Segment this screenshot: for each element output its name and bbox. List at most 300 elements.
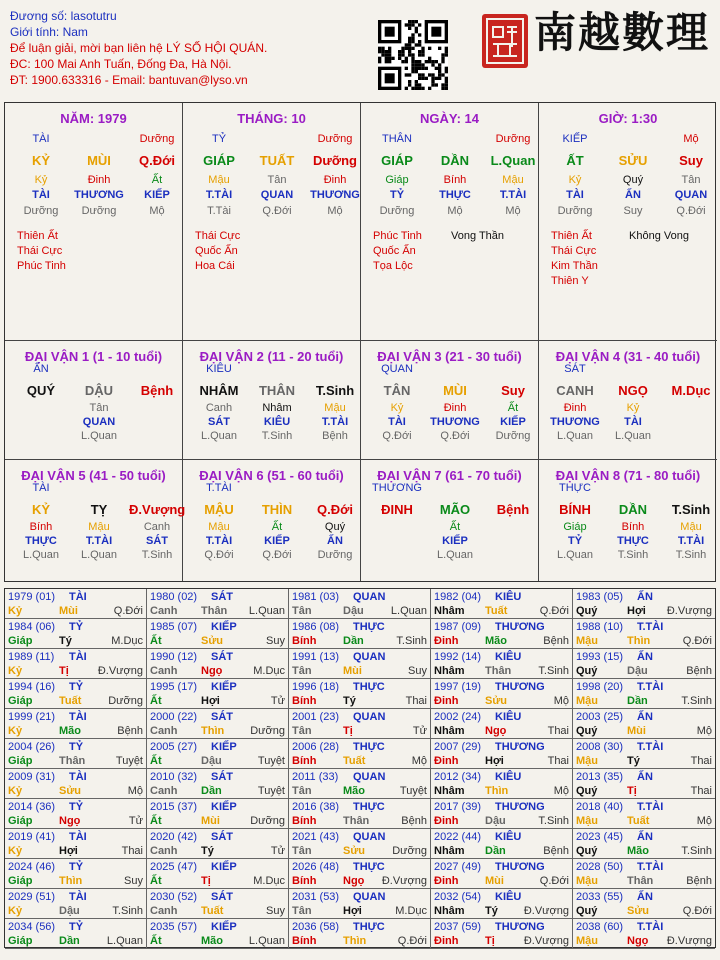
phase: Đ.Vượng bbox=[523, 905, 569, 917]
cell-title: ĐẠI VẬN 6 (51 - 60 tuổi) bbox=[199, 468, 344, 483]
daivan-cell[interactable] bbox=[5, 341, 183, 460]
thap-than: T.TÀI bbox=[637, 681, 664, 693]
thap-than: ẤN bbox=[637, 591, 653, 603]
cell-title: ĐẠI VẬN 1 (1 - 10 tuổi) bbox=[24, 349, 163, 364]
cell-r3-1: Ất bbox=[271, 521, 283, 533]
phase: L.Quan bbox=[106, 935, 143, 947]
year-cell[interactable] bbox=[147, 889, 289, 919]
year-label: 1987 (09) bbox=[434, 621, 482, 633]
branch: Mùi bbox=[485, 875, 504, 887]
year-cell[interactable] bbox=[573, 619, 715, 649]
thap-than: KIÊU bbox=[495, 711, 522, 723]
year-cell[interactable] bbox=[431, 919, 573, 949]
cell-r2-0: ĐINH bbox=[381, 502, 413, 517]
phase: Mộ bbox=[553, 785, 569, 797]
owner-label: Đương số: bbox=[10, 9, 68, 23]
cell-r2-1: MÃO bbox=[439, 502, 471, 517]
year-label: 2003 (25) bbox=[576, 711, 624, 723]
year-cell[interactable] bbox=[431, 829, 573, 859]
year-label: 1999 (21) bbox=[8, 711, 56, 723]
star-item: Vong Thần bbox=[451, 230, 505, 242]
year-cell[interactable] bbox=[573, 769, 715, 799]
thap-than: SÁT bbox=[211, 651, 233, 663]
year-label: 2014 (36) bbox=[8, 801, 56, 813]
stem: Quý bbox=[576, 725, 598, 737]
year-label: 2018 (40) bbox=[576, 801, 624, 813]
cell-title: ĐẠI VẬN 2 (11 - 20 tuổi) bbox=[199, 349, 344, 364]
thap-than: SÁT bbox=[211, 891, 233, 903]
year-cell[interactable] bbox=[147, 619, 289, 649]
cell-r4-1: ẤN bbox=[625, 189, 641, 201]
year-cell[interactable] bbox=[289, 649, 431, 679]
cell-r3-1: Bính bbox=[443, 174, 467, 186]
thap-than: KIẾP bbox=[211, 741, 237, 753]
year-cell[interactable] bbox=[289, 679, 431, 709]
phase: L.Quan bbox=[248, 605, 285, 617]
cell-r3-2: Mậu bbox=[502, 174, 524, 186]
cell-r3-0: Mậu bbox=[208, 174, 230, 186]
cell-r2-0: TÂN bbox=[383, 383, 411, 398]
thap-than: KIẾP bbox=[211, 801, 237, 813]
year-cell[interactable] bbox=[5, 709, 147, 739]
stem: Bính bbox=[292, 875, 317, 887]
phase: Dưỡng bbox=[392, 845, 427, 857]
stem: Giáp bbox=[8, 635, 33, 647]
phase: Mộ bbox=[411, 755, 427, 767]
stem: Mậu bbox=[576, 815, 598, 827]
cell-r2-2: T.Sinh bbox=[671, 502, 711, 517]
stem: Quý bbox=[576, 905, 598, 917]
cell-r4-2: KIẾP bbox=[500, 416, 526, 428]
branch: Thìn bbox=[343, 935, 367, 947]
branch: Ngọ bbox=[201, 665, 223, 677]
branch: Dần bbox=[343, 635, 364, 647]
thap-than: KIÊU bbox=[495, 831, 522, 843]
cell-r2-0: QUÝ bbox=[26, 383, 56, 398]
cell-r4-0: TÀI bbox=[32, 189, 50, 201]
cell-r4-1: KIÊU bbox=[263, 416, 291, 428]
cell-r3-1: Nhâm bbox=[262, 402, 292, 414]
cell-r2-1: MÙI bbox=[443, 383, 467, 398]
cell-r5-1: T.Sinh bbox=[261, 430, 293, 442]
year-cell[interactable] bbox=[289, 589, 431, 619]
year-label: 1984 (06) bbox=[8, 621, 56, 633]
cell-r4-0: TỶ bbox=[389, 189, 405, 201]
daivan-cell[interactable] bbox=[361, 341, 539, 460]
stem: Đinh bbox=[434, 755, 459, 767]
branch: Hợi bbox=[485, 755, 504, 767]
year-label: 1988 (10) bbox=[576, 621, 624, 633]
phase: Q.Đới bbox=[682, 635, 712, 647]
thap-than: T.TÀI bbox=[637, 801, 664, 813]
phase: Suy bbox=[124, 875, 143, 887]
cell-r4-0: T.TÀI bbox=[205, 189, 233, 201]
cell-r4-0: THƯƠNG bbox=[550, 416, 600, 428]
cell-r2-1: SỬU bbox=[618, 153, 648, 168]
cell-r5-1: Q.Đới bbox=[440, 430, 470, 442]
year-label: 2034 (56) bbox=[8, 921, 56, 933]
year-label: 2008 (30) bbox=[576, 741, 624, 753]
daivan-cell[interactable] bbox=[183, 341, 361, 460]
cell-r2-1: TUẤT bbox=[259, 153, 295, 168]
thap-than: THỰC bbox=[353, 861, 385, 873]
year-label: 1989 (11) bbox=[8, 651, 55, 663]
thap-than: ẤN bbox=[637, 651, 653, 663]
pillar-cell bbox=[5, 103, 183, 341]
year-label: 2036 (58) bbox=[292, 921, 340, 933]
thap-than: SÁT bbox=[211, 591, 233, 603]
year-cell[interactable] bbox=[5, 799, 147, 829]
year-cell[interactable] bbox=[5, 769, 147, 799]
cell-r5-1: Suy bbox=[623, 205, 643, 217]
cell-r5-2: Mộ bbox=[149, 205, 165, 217]
branch: Hợi bbox=[59, 845, 78, 857]
cell-r5-2: T.Sinh bbox=[675, 549, 707, 561]
year-cell[interactable] bbox=[431, 769, 573, 799]
year-cell[interactable] bbox=[147, 649, 289, 679]
year-label: 2029 (51) bbox=[8, 891, 56, 903]
phase: Bệnh bbox=[117, 725, 143, 737]
branch: Dậu bbox=[343, 605, 364, 617]
branch: Tý bbox=[201, 845, 214, 857]
year-cell[interactable] bbox=[5, 649, 147, 679]
thap-than: TÀI bbox=[69, 771, 87, 783]
cell-r3-1: Đinh bbox=[443, 402, 467, 414]
year-cell[interactable] bbox=[147, 799, 289, 829]
star-item: Không Vong bbox=[629, 230, 689, 242]
cell-r5-2: T.Sinh bbox=[141, 549, 173, 561]
phase: Đ.Vượng bbox=[381, 875, 427, 887]
thap-than: QUAN bbox=[353, 831, 386, 843]
year-cell[interactable] bbox=[431, 739, 573, 769]
year-cell[interactable] bbox=[431, 799, 573, 829]
phase: Mộ bbox=[553, 695, 569, 707]
branch: Tuất bbox=[201, 905, 224, 917]
phase: Suy bbox=[266, 905, 285, 917]
thap-than: KIÊU bbox=[495, 891, 522, 903]
contact-line: Để luận giải, mời bạn liên hệ LÝ SỐ HỘI QUÁN. bbox=[10, 41, 268, 55]
phase: Q.Đới bbox=[113, 605, 143, 617]
year-cell[interactable] bbox=[147, 859, 289, 889]
branch: Dần bbox=[627, 695, 648, 707]
branch: Thân bbox=[59, 755, 86, 767]
phase: Tử bbox=[128, 815, 143, 827]
phase: L.Quan bbox=[390, 605, 427, 617]
daivan-cell[interactable] bbox=[539, 341, 717, 460]
phase: T.Sinh bbox=[538, 665, 569, 677]
cell-r2-2: Suy bbox=[501, 383, 525, 398]
cell-r2-1: THÌN bbox=[261, 502, 293, 517]
thap-than: TỶ bbox=[69, 801, 84, 813]
cell-r4-0: TÀI bbox=[566, 189, 584, 201]
stem: Tân bbox=[292, 785, 312, 797]
year-cell[interactable] bbox=[431, 619, 573, 649]
cell-r5-1: Q.Đới bbox=[262, 205, 292, 217]
cell-r3-2: Canh bbox=[143, 521, 171, 533]
star-list bbox=[17, 229, 66, 274]
year-cell[interactable] bbox=[147, 709, 289, 739]
year-cell[interactable] bbox=[289, 739, 431, 769]
phase: Suy bbox=[266, 635, 285, 647]
year-label: 2007 (29) bbox=[434, 741, 482, 753]
year-cell[interactable] bbox=[147, 679, 289, 709]
year-cell[interactable] bbox=[5, 889, 147, 919]
phase: Tử bbox=[412, 725, 427, 737]
thap-than: TÀI bbox=[69, 891, 87, 903]
branch: Dần bbox=[201, 785, 222, 797]
branch: Sửu bbox=[59, 785, 82, 797]
year-cell[interactable] bbox=[5, 919, 147, 949]
cell-r1-0: QUAN bbox=[381, 363, 413, 375]
cell-r4-0: TỶ bbox=[567, 535, 583, 547]
year-cell[interactable] bbox=[289, 709, 431, 739]
pillar-cell bbox=[361, 103, 539, 341]
cell-r4-0: TÀI bbox=[388, 416, 406, 428]
year-label: 2005 (27) bbox=[150, 741, 198, 753]
year-label: 2001 (23) bbox=[292, 711, 340, 723]
cell-r2-2: Bệnh bbox=[496, 502, 530, 517]
cell-r1-2: Dưỡng bbox=[139, 133, 175, 145]
year-cell[interactable] bbox=[431, 709, 573, 739]
year-label: 2037 (59) bbox=[434, 921, 482, 933]
phase: M.Dục bbox=[395, 905, 427, 917]
year-label: 2024 (46) bbox=[8, 861, 56, 873]
cell-r3-0: Giáp bbox=[563, 521, 587, 533]
stem: Mậu bbox=[576, 755, 598, 767]
cell-r2-2: Đ.Vượng bbox=[129, 502, 186, 517]
stem: Tân bbox=[292, 845, 312, 857]
star-list bbox=[373, 229, 422, 274]
year-cell[interactable] bbox=[573, 829, 715, 859]
year-label: 1992 (14) bbox=[434, 651, 482, 663]
phase: Q.Đới bbox=[682, 905, 712, 917]
cell-r3-1: Kỷ bbox=[626, 402, 640, 414]
star-item: Thái Cực bbox=[195, 230, 241, 242]
phase: Bệnh bbox=[543, 635, 569, 647]
branch: Sửu bbox=[201, 635, 224, 647]
cell-r5-1: L.Quan bbox=[80, 430, 118, 442]
year-cell[interactable] bbox=[573, 589, 715, 619]
cell-r1-0: TÀI bbox=[32, 133, 50, 145]
star-item: Thiên Ất bbox=[551, 230, 592, 242]
star-list-right bbox=[629, 229, 689, 244]
daivan-cell[interactable] bbox=[361, 460, 539, 581]
year-cell[interactable] bbox=[5, 859, 147, 889]
stem: Giáp bbox=[8, 695, 33, 707]
stem: Nhâm bbox=[434, 905, 465, 917]
year-cell[interactable] bbox=[431, 859, 573, 889]
year-cell[interactable] bbox=[289, 619, 431, 649]
branch: Mão bbox=[201, 935, 223, 947]
phase: Thai bbox=[121, 845, 143, 857]
thap-than: ẤN bbox=[637, 711, 653, 723]
phase: Đ.Vượng bbox=[666, 935, 712, 947]
cell-r2-2: T.Sinh bbox=[315, 383, 355, 398]
year-label: 2033 (55) bbox=[576, 891, 624, 903]
cell-r1-2: Mộ bbox=[683, 133, 699, 145]
thap-than: ẤN bbox=[637, 771, 653, 783]
year-cell[interactable] bbox=[5, 679, 147, 709]
cell-r5-0: L.Quan bbox=[556, 549, 594, 561]
year-label: 1986 (08) bbox=[292, 621, 340, 633]
year-cell[interactable] bbox=[5, 829, 147, 859]
year-cell[interactable] bbox=[289, 829, 431, 859]
cell-r3-0: Canh bbox=[205, 402, 233, 414]
phase: Mộ bbox=[696, 815, 712, 827]
cell-r3-0: Mậu bbox=[208, 521, 230, 533]
branch: Tý bbox=[485, 905, 498, 917]
cell-r1-0: ẤN bbox=[33, 363, 49, 375]
stem: Nhâm bbox=[434, 725, 465, 737]
year-cell[interactable] bbox=[573, 919, 715, 949]
star-item: Thái Cực bbox=[17, 245, 63, 257]
year-cell[interactable] bbox=[5, 619, 147, 649]
stem: Nhâm bbox=[434, 845, 465, 857]
year-label: 1997 (19) bbox=[434, 681, 482, 693]
cell-r2-1: TỴ bbox=[90, 502, 108, 517]
cell-r4-1: QUAN bbox=[82, 416, 116, 428]
cell-r1-0: KIẾP bbox=[562, 133, 588, 145]
cell-r5-1: L.Quan bbox=[436, 549, 474, 561]
thap-than: KIÊU bbox=[495, 651, 522, 663]
stem: Nhâm bbox=[434, 665, 465, 677]
year-cell[interactable] bbox=[5, 739, 147, 769]
cell-r5-2: Q.Đới bbox=[676, 205, 706, 217]
year-cell[interactable] bbox=[431, 589, 573, 619]
year-cell[interactable] bbox=[147, 739, 289, 769]
star-item: Hoa Cái bbox=[195, 260, 235, 272]
year-cell[interactable] bbox=[573, 889, 715, 919]
branch: Mão bbox=[59, 725, 81, 737]
stem: Quý bbox=[576, 665, 598, 677]
cell-r4-2: T.TÀI bbox=[321, 416, 349, 428]
phase: Thai bbox=[405, 695, 427, 707]
year-cell[interactable] bbox=[289, 859, 431, 889]
thap-than: KIẾP bbox=[211, 681, 237, 693]
cell-r5-1: L.Quan bbox=[614, 430, 652, 442]
star-list bbox=[551, 229, 598, 289]
year-cell[interactable] bbox=[573, 739, 715, 769]
thap-than: KIẾP bbox=[211, 861, 237, 873]
year-cell[interactable] bbox=[431, 889, 573, 919]
cell-r2-1: DẦN bbox=[618, 502, 648, 517]
branch: Mùi bbox=[201, 815, 220, 827]
branch: Thìn bbox=[627, 635, 651, 647]
year-cell[interactable] bbox=[573, 859, 715, 889]
branch: Tuất bbox=[627, 815, 650, 827]
year-cell[interactable] bbox=[147, 589, 289, 619]
cell-r4-2: THƯƠNG bbox=[310, 189, 360, 201]
daivan-cell[interactable] bbox=[183, 460, 361, 581]
year-label: 2015 (37) bbox=[150, 801, 198, 813]
stem: Ất bbox=[150, 875, 162, 887]
thap-than: TỶ bbox=[69, 741, 84, 753]
chart-grid bbox=[4, 102, 716, 582]
phase: Dưỡng bbox=[108, 695, 143, 707]
thap-than: TÀI bbox=[69, 711, 87, 723]
cell-r2-0: KỶ bbox=[31, 153, 51, 168]
qr-code-icon[interactable] bbox=[378, 20, 448, 90]
cell-r5-1: Mộ bbox=[447, 205, 463, 217]
star-item: Phúc Tinh bbox=[373, 230, 422, 242]
year-cell[interactable] bbox=[147, 769, 289, 799]
cell-r1-0: THƯƠNG bbox=[372, 482, 422, 494]
stem: Tân bbox=[292, 665, 312, 677]
year-cell[interactable] bbox=[573, 679, 715, 709]
branch: Ngọ bbox=[485, 725, 507, 737]
year-label: 1983 (05) bbox=[576, 591, 624, 603]
branch: Tị bbox=[59, 665, 69, 677]
daivan-cell[interactable] bbox=[539, 460, 717, 581]
cell-r1-0: TÀI bbox=[32, 482, 50, 494]
branch: Dậu bbox=[627, 665, 648, 677]
stem: Kỷ bbox=[8, 845, 23, 857]
phase: Q.Đới bbox=[397, 935, 427, 947]
owner-line bbox=[10, 8, 340, 24]
year-cell[interactable] bbox=[289, 919, 431, 949]
year-cell[interactable] bbox=[289, 799, 431, 829]
cell-r3-2: Ất bbox=[507, 402, 519, 414]
year-label: 1994 (16) bbox=[8, 681, 56, 693]
stem: Mậu bbox=[576, 935, 598, 947]
year-cell[interactable] bbox=[289, 889, 431, 919]
cell-r5-2: Mộ bbox=[505, 205, 521, 217]
stem: Bính bbox=[292, 635, 317, 647]
thap-than: THỰC bbox=[353, 801, 385, 813]
cell-r5-1: L.Quan bbox=[80, 549, 118, 561]
year-cell[interactable] bbox=[573, 799, 715, 829]
year-label: 2038 (60) bbox=[576, 921, 624, 933]
daivan-cell[interactable] bbox=[5, 460, 186, 581]
phase: T.Sinh bbox=[112, 905, 143, 917]
stem: Mậu bbox=[576, 695, 598, 707]
cell-r5-2: Mộ bbox=[327, 205, 343, 217]
star-item: Tọa Lộc bbox=[373, 260, 413, 272]
thap-than: KIÊU bbox=[495, 771, 522, 783]
cell-r2-0: ẤT bbox=[566, 153, 584, 168]
cell-r5-1: Q.Đới bbox=[262, 549, 292, 561]
phase: Tuyệt bbox=[257, 755, 285, 767]
phase: Thai bbox=[690, 755, 712, 767]
branch: Dậu bbox=[59, 905, 80, 917]
cell-r1-0: THỰC bbox=[558, 482, 591, 494]
year-label: 1981 (03) bbox=[292, 591, 340, 603]
thap-than: TỶ bbox=[69, 921, 84, 933]
year-cell[interactable] bbox=[5, 589, 147, 619]
stem: Canh bbox=[150, 785, 178, 797]
branch: Mão bbox=[485, 635, 507, 647]
stem: Canh bbox=[150, 665, 178, 677]
year-cell[interactable] bbox=[147, 919, 289, 949]
year-label: 1979 (01) bbox=[8, 591, 56, 603]
year-label: 2026 (48) bbox=[292, 861, 340, 873]
year-cell[interactable] bbox=[573, 649, 715, 679]
year-cell[interactable] bbox=[573, 709, 715, 739]
cell-title: GIỜ: 1:30 bbox=[598, 111, 658, 126]
year-cell[interactable] bbox=[147, 829, 289, 859]
cell-r2-2: Q.Đới bbox=[139, 153, 175, 168]
year-label: 1998 (20) bbox=[576, 681, 624, 693]
year-cell[interactable] bbox=[431, 679, 573, 709]
branch: Thìn bbox=[201, 725, 225, 737]
year-label: 2020 (42) bbox=[150, 831, 198, 843]
year-label: 2006 (28) bbox=[292, 741, 340, 753]
year-cell[interactable] bbox=[431, 649, 573, 679]
branch: Tuất bbox=[485, 605, 508, 617]
cell-r3-0: Bính bbox=[29, 521, 53, 533]
cell-r2-1: DẬU bbox=[84, 383, 114, 398]
year-cell[interactable] bbox=[289, 769, 431, 799]
